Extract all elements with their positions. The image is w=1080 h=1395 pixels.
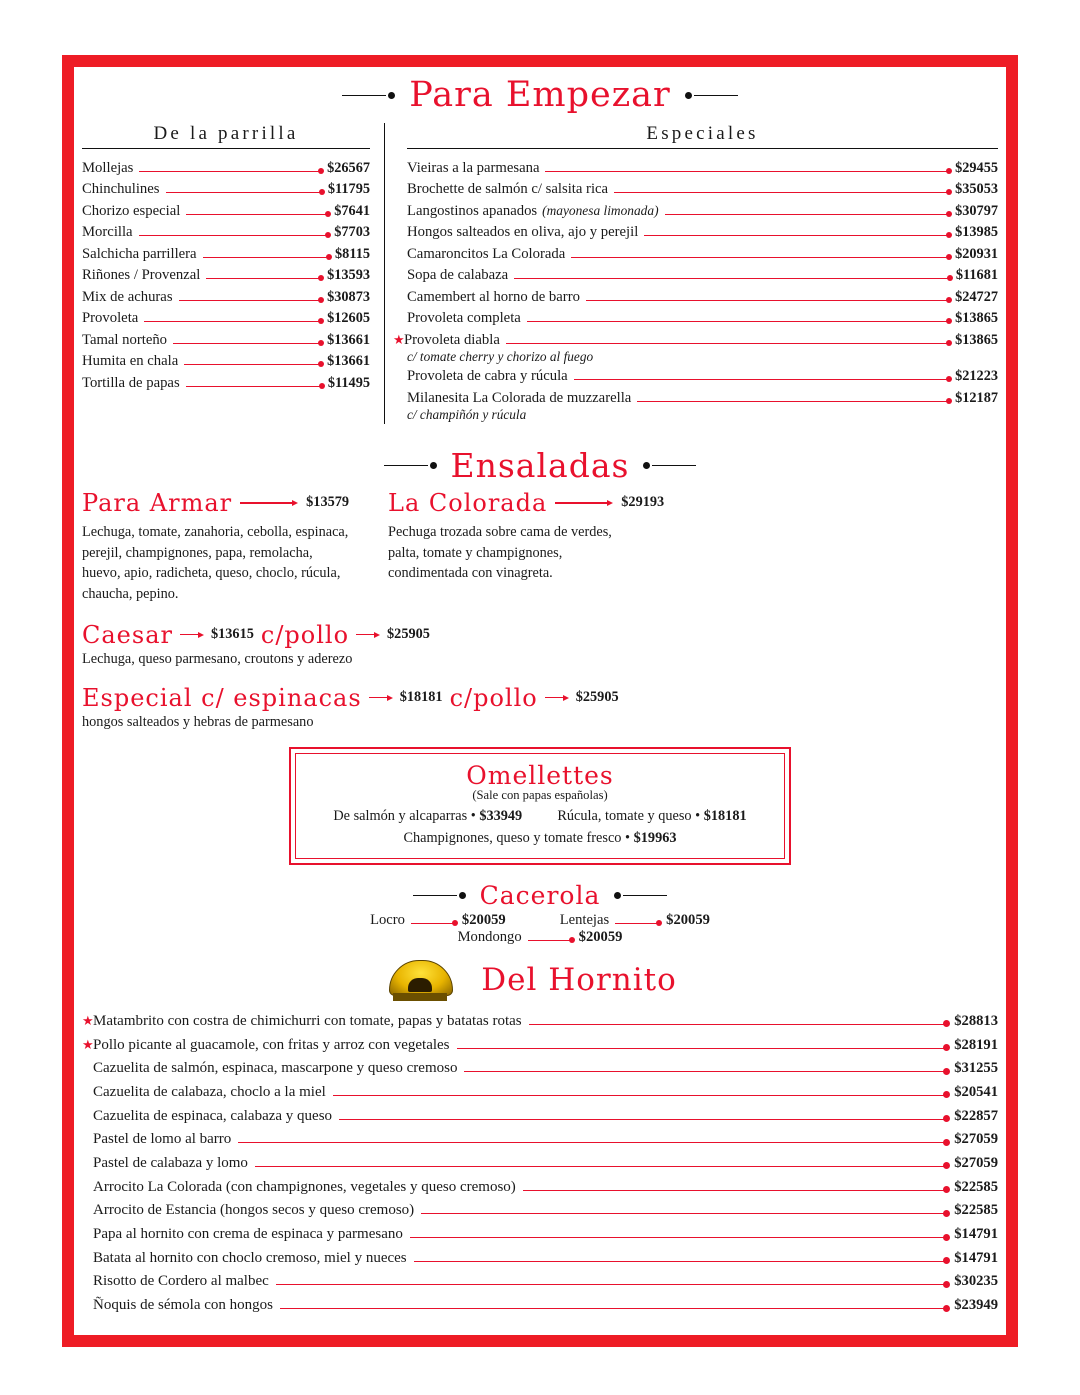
bullet-icon: • (625, 829, 634, 846)
list-item: Cazuelita de espinaca, calabaza y queso $22857 (93, 1107, 998, 1124)
leader-line (411, 923, 457, 924)
list-item: Risotto de Cordero al malbec $30235 (93, 1273, 998, 1290)
page-title: Para Empezar (409, 75, 671, 115)
leader-line (665, 214, 952, 215)
leader-line (276, 1284, 949, 1285)
list-item: ★ Provoleta diabla $13865 (393, 331, 998, 348)
leader-arrow (180, 632, 204, 638)
section-header-para-empezar (82, 75, 998, 115)
list-item: Hongos salteados en oliva, ajo y perejil $13985 (407, 224, 998, 241)
leader-arrow (240, 500, 298, 506)
list-item: Mondongo $20059 (457, 928, 623, 945)
omellettes-row (306, 830, 774, 847)
leader-line (545, 171, 951, 172)
leader-line (333, 1095, 949, 1096)
section-title-del-hornito: Del Hornito (481, 961, 677, 998)
list-item: Provoleta de cabra y rúcula $21223 (407, 368, 998, 385)
leader-line (506, 343, 951, 344)
salad-description: Lechuga, tomate, zanahoria, cebolla, espinaca, perejil, champignones, papa, remolacha, huevo, apio, radicheta, queso, choclo, rúcula, chaucha, pepino. (82, 523, 349, 603)
omellette-price: $33949 (479, 807, 523, 824)
list-item: Brochette de salmón c/ salsita rica $35053 (407, 181, 998, 198)
leader-line (238, 1142, 949, 1143)
salad-price: $18181 (399, 689, 443, 706)
list-item: Pastel de lomo al barro $27059 (93, 1131, 998, 1148)
salad-variant-price: $25905 (575, 689, 619, 706)
omellette-name: Champignones, queso y tomate fresco (403, 829, 622, 846)
rule-right (643, 462, 696, 469)
rule-left (413, 892, 466, 899)
leader-line (186, 214, 330, 215)
list-item: Tortilla de papas $11495 (82, 374, 370, 391)
omellette-price: $18181 (703, 807, 747, 824)
leader-line (644, 235, 951, 236)
list-item: Langostinos apanados (mayonesa limonada) $30797 (407, 202, 998, 219)
salad-price: $29193 (621, 494, 665, 511)
list-item: Sopa de calabaza $11681 (407, 267, 998, 284)
list-item: Batata al hornito con choclo cremoso, miel y nueces $14791 (93, 1249, 998, 1266)
list-item: Chinchulines $11795 (82, 181, 370, 198)
list-item: Chorizo especial $7641 (82, 202, 370, 219)
list-item: Pastel de calabaza y lomo $27059 (93, 1154, 998, 1171)
salad-especial-espinacas (82, 684, 998, 731)
hornito-item-list (82, 1010, 998, 1318)
leader-line (514, 278, 952, 279)
salad-variant-label: c/pollo (260, 620, 350, 649)
leader-line (139, 235, 331, 236)
list-item: Locro $20059 (370, 911, 506, 928)
leader-line (410, 1237, 949, 1238)
salad-name: Para Armar (82, 488, 233, 517)
appetizers-columns (82, 123, 998, 424)
salad-caesar (82, 621, 998, 668)
star-icon: ★ (82, 1012, 94, 1028)
ensaladas-columns (82, 489, 998, 605)
section-cacerola (82, 881, 998, 946)
list-item: Provoleta $12605 (82, 310, 370, 327)
list-item: Camaroncitos La Colorada $20931 (407, 245, 998, 262)
leader-line (203, 257, 331, 258)
list-item: Salchicha parrillera $8115 (82, 245, 370, 262)
salad-variant-label: c/pollo (449, 683, 538, 712)
leader-arrow (356, 632, 380, 638)
salad-para-armar (82, 489, 382, 605)
item-note: c/ tomate cherry y chorizo al fuego (407, 349, 594, 365)
section-title-cacerola: Cacerola (479, 880, 601, 910)
cacerola-items (82, 912, 998, 946)
section-ensaladas (82, 446, 998, 731)
grill-item-list (82, 158, 370, 394)
list-item: Tamal norteño $13661 (82, 331, 370, 348)
omellette-name: Rúcula, tomate y queso (557, 807, 692, 824)
menu-content (82, 75, 998, 1327)
rule-right (689, 971, 691, 989)
clay-oven-icon (389, 958, 451, 1002)
list-item: Mix de achuras $30873 (82, 288, 370, 305)
list-item: Arrocito de Estancia (hongos secos y queso cremoso) $22585 (93, 1202, 998, 1219)
list-item: Arrocito La Colorada (con champignones, vegetales y queso cremoso) $22585 (93, 1178, 998, 1195)
salad-description: hongos salteados y hebras de parmesano (82, 713, 314, 730)
salad-description: Lechuga, queso parmesano, croutons y aderezo (82, 650, 353, 667)
leader-line (457, 1048, 950, 1049)
bullet-icon: • (695, 807, 704, 824)
leader-line (255, 1166, 949, 1167)
list-item: Milanesita La Colorada de muzzarella $12187 (407, 389, 998, 406)
leader-line (586, 300, 951, 301)
section-header-ensaladas (82, 446, 998, 485)
leader-line (571, 257, 951, 258)
salad-name: Especial c/ espinacas (82, 683, 362, 712)
list-item: Papa al hornito con crema de espinaca y parmesano $14791 (93, 1226, 998, 1243)
omellettes-note: (Sale con papas españolas) (472, 787, 608, 802)
column-heading-grill: De la parrilla (82, 123, 370, 149)
leader-line (529, 1024, 950, 1025)
leader-line (528, 940, 574, 941)
leader-line (186, 386, 324, 387)
column-de-la-parrilla (82, 123, 384, 424)
list-item: Cazuelita de salmón, espinaca, mascarpone y queso cremoso $31255 (93, 1060, 998, 1077)
rule-right (685, 92, 738, 99)
omellettes-row (306, 808, 774, 825)
bullet-icon: • (470, 807, 480, 824)
leader-line (139, 171, 323, 172)
leader-line (173, 343, 323, 344)
salad-price: $13579 (306, 494, 350, 511)
salad-name: Caesar (82, 620, 173, 649)
leader-line (179, 300, 324, 301)
section-header-cacerola (82, 881, 998, 910)
leader-line (574, 379, 951, 380)
list-item: Mollejas $26567 (82, 160, 370, 176)
leader-line (614, 192, 951, 193)
leader-line (144, 321, 323, 322)
rule-right (614, 892, 667, 899)
column-heading-especiales: Especiales (407, 123, 998, 149)
list-item: Humita en chala $13661 (82, 353, 370, 370)
leader-line (280, 1308, 949, 1309)
section-omellettes (82, 747, 998, 865)
list-item: Cazuelita de calabaza, choclo a la miel $20541 (93, 1083, 998, 1100)
leader-arrow (369, 695, 393, 701)
rule-left (384, 462, 437, 469)
star-icon: ★ (393, 331, 405, 347)
list-item: Riñones / Provenzal $13593 (82, 267, 370, 284)
omellette-price: $19963 (633, 829, 677, 846)
list-item: Vieiras a la parmesana $29455 (407, 160, 998, 176)
leader-line (421, 1213, 949, 1214)
salad-price: $13615 (210, 626, 254, 643)
section-title-ensaladas: Ensaladas (450, 445, 630, 485)
leader-line (184, 364, 323, 365)
rule-left (342, 92, 395, 99)
section-del-hornito (82, 958, 998, 1318)
column-especiales (384, 123, 998, 424)
list-item: Ñoquis de sémola con hongos $23949 (93, 1297, 998, 1314)
leader-arrow (545, 695, 569, 701)
list-item: Lentejas $20059 (559, 911, 710, 928)
especiales-item-list (393, 158, 998, 423)
star-icon: ★ (82, 1036, 94, 1052)
omellette-name: De salmón y alcaparras (333, 807, 468, 824)
leader-line (615, 923, 661, 924)
leader-line (464, 1071, 949, 1072)
list-item: Camembert al horno de barro $24727 (407, 288, 998, 305)
leader-line (523, 1190, 949, 1191)
leader-line (637, 401, 951, 402)
list-item: ★ Matambrito con costra de chimichurri con tomate, papas y batatas rotas $28813 (82, 1010, 998, 1034)
leader-line (166, 192, 324, 193)
list-item: Morcilla $7703 (82, 224, 370, 241)
leader-arrow (555, 500, 613, 506)
salad-la-colorada (382, 489, 998, 605)
leader-line (414, 1261, 950, 1262)
list-item: Provoleta completa $13865 (407, 310, 998, 327)
salad-variant-price: $25905 (387, 626, 430, 643)
section-header-del-hornito (82, 958, 998, 1002)
leader-line (206, 278, 323, 279)
section-title-omellettes: Omellettes (466, 760, 614, 790)
leader-line (527, 321, 951, 322)
salad-description: Pechuga trozada sobre cama de verdes, palta, tomate y champignones, condimentada con vinagreta. (388, 523, 612, 582)
salad-name: La Colorada (388, 488, 548, 517)
item-note: c/ champiñón y rúcula (407, 406, 527, 422)
list-item: ★ Pollo picante al guacamole, con fritas y arroz con vegetales $28191 (82, 1034, 998, 1058)
rule-left (467, 971, 469, 989)
leader-line (339, 1119, 949, 1120)
omellettes-box (289, 747, 791, 865)
